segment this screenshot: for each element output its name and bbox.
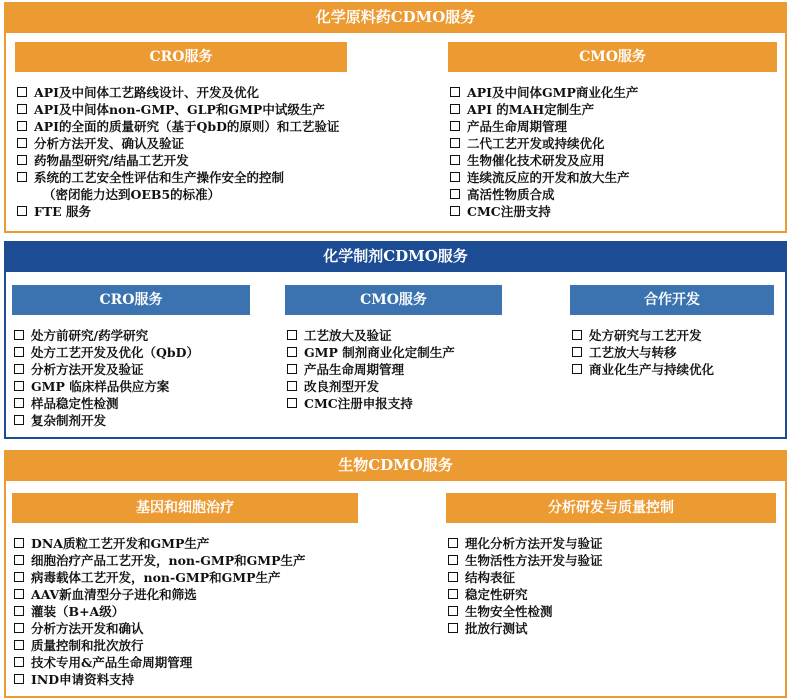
section-bio-cdmo [4, 450, 787, 698]
section-title: 化学制剂CDMO服务 [4, 241, 787, 272]
checkbox-icon [14, 555, 24, 565]
checkbox-icon [287, 398, 297, 408]
list-item: 分析方法开发和确认 [12, 620, 358, 637]
checkbox-icon [450, 172, 460, 182]
column-title: 基因和细胞治疗 [12, 493, 358, 523]
checkbox-icon [17, 121, 27, 131]
list-item: 质量控制和批次放行 [12, 637, 358, 654]
list-item: 改良剂型开发 [285, 378, 502, 395]
list-item: 处方前研究/药学研究 [12, 327, 250, 344]
item-list [12, 535, 358, 688]
column-title: 分析研发与质量控制 [446, 493, 776, 523]
list-item: 二代工艺开发或持续优化 [448, 135, 777, 152]
checkbox-icon [572, 330, 582, 340]
list-item: 处方工艺开发及优化（QbD） [12, 344, 250, 361]
checkbox-icon [572, 364, 582, 374]
list-item: 细胞治疗产品工艺开发，non-GMP和GMP生产 [12, 552, 358, 569]
column-co-development [570, 285, 774, 378]
list-item: 产品生命周期管理 [448, 118, 777, 135]
checkbox-icon [14, 657, 24, 667]
checkbox-icon [17, 206, 27, 216]
list-item: 连续流反应的开发和放大生产 [448, 169, 777, 186]
list-item: 工艺放大与转移 [570, 344, 774, 361]
checkbox-icon [14, 347, 24, 357]
checkbox-icon [17, 155, 27, 165]
checkbox-icon [448, 623, 458, 633]
checkbox-icon [17, 87, 27, 97]
column-title: CRO服务 [15, 42, 347, 72]
checkbox-icon [448, 538, 458, 548]
checkbox-icon [14, 674, 24, 684]
column-cmo [448, 42, 777, 220]
list-item: 病毒载体工艺开发，non-GMP和GMP生产 [12, 569, 358, 586]
checkbox-icon [450, 138, 460, 148]
item-list [448, 84, 777, 220]
list-item: CMC注册申报支持 [285, 395, 502, 412]
column-analytical-qc [446, 493, 776, 637]
column-title: 合作开发 [570, 285, 774, 315]
checkbox-icon [14, 606, 24, 616]
checkbox-icon [450, 104, 460, 114]
section-title: 生物CDMO服务 [4, 450, 787, 481]
checkbox-icon [450, 155, 460, 165]
section-title: 化学原料药CDMO服务 [4, 2, 787, 33]
list-item: 稳定性研究 [446, 586, 776, 603]
list-item: API及中间体non-GMP、GLP和GMP中试级生产 [15, 101, 347, 118]
list-item: 产品生命周期管理 [285, 361, 502, 378]
list-item: 分析方法开发及验证 [12, 361, 250, 378]
checkbox-icon [287, 364, 297, 374]
list-item: 技术专用&产品生命周期管理 [12, 654, 358, 671]
checkbox-icon [450, 189, 460, 199]
list-item: 复杂制剂开发 [12, 412, 250, 429]
checkbox-icon [17, 138, 27, 148]
checkbox-icon [450, 121, 460, 131]
column-title: CMO服务 [285, 285, 502, 315]
column-title: CRO服务 [12, 285, 250, 315]
column-cmo [285, 285, 502, 412]
checkbox-icon [14, 364, 24, 374]
checkbox-icon [287, 381, 297, 391]
item-list [285, 327, 502, 412]
section-api-cdmo [4, 2, 787, 233]
item-list [446, 535, 776, 637]
checkbox-icon [14, 572, 24, 582]
list-item: 生物活性方法开发与验证 [446, 552, 776, 569]
column-cro [12, 285, 250, 429]
list-item: 处方研究与工艺开发 [570, 327, 774, 344]
checkbox-icon [14, 640, 24, 650]
list-item: 分析方法开发、确认及验证 [15, 135, 347, 152]
item-list [12, 327, 250, 429]
list-item: 批放行测试 [446, 620, 776, 637]
list-item: 系统的工艺安全性评估和生产操作安全的控制 [15, 169, 347, 186]
list-item: FTE 服务 [15, 203, 347, 220]
list-item: 结构表征 [446, 569, 776, 586]
list-item: 工艺放大及验证 [285, 327, 502, 344]
list-item: GMP 制剂商业化定制生产 [285, 344, 502, 361]
list-item: API及中间体工艺路线设计、开发及优化 [15, 84, 347, 101]
checkbox-icon [450, 206, 460, 216]
item-list [15, 84, 347, 220]
item-list [570, 327, 774, 378]
checkbox-icon [14, 330, 24, 340]
list-item: 理化分析方法开发与验证 [446, 535, 776, 552]
checkbox-icon [448, 572, 458, 582]
list-item: API 的MAH定制生产 [448, 101, 777, 118]
checkbox-icon [448, 555, 458, 565]
list-item: API及中间体GMP商业化生产 [448, 84, 777, 101]
checkbox-icon [448, 606, 458, 616]
list-item: 药物晶型研究/结晶工艺开发 [15, 152, 347, 169]
list-item: 商业化生产与持续优化 [570, 361, 774, 378]
section-formulation-cdmo [4, 241, 787, 439]
list-item: GMP 临床样品供应方案 [12, 378, 250, 395]
checkbox-icon [450, 87, 460, 97]
list-item: 灌装（B+A级） [12, 603, 358, 620]
checkbox-icon [17, 172, 27, 182]
column-cro [15, 42, 347, 220]
column-gene-cell-therapy [12, 493, 358, 688]
list-item: API的全面的质量研究（基于QbD的原则）和工艺验证 [15, 118, 347, 135]
list-item: 样品稳定性检测 [12, 395, 250, 412]
checkbox-icon [448, 589, 458, 599]
checkbox-icon [14, 538, 24, 548]
checkbox-icon [17, 104, 27, 114]
list-item: IND申请资料支持 [12, 671, 358, 688]
checkbox-icon [14, 415, 24, 425]
checkbox-icon [572, 347, 582, 357]
list-item: CMC注册支持 [448, 203, 777, 220]
checkbox-icon [287, 347, 297, 357]
list-item: 高活性物质合成 [448, 186, 777, 203]
list-item: DNA质粒工艺开发和GMP生产 [12, 535, 358, 552]
list-item: 生物安全性检测 [446, 603, 776, 620]
checkbox-icon [14, 623, 24, 633]
checkbox-icon [14, 589, 24, 599]
column-title: CMO服务 [448, 42, 777, 72]
checkbox-icon [14, 381, 24, 391]
list-item: 生物催化技术研发及应用 [448, 152, 777, 169]
list-item: AAV新血清型分子进化和筛选 [12, 586, 358, 603]
list-item-continuation: （密闭能力达到OEB5的标准） [43, 187, 221, 202]
checkbox-icon [14, 398, 24, 408]
checkbox-icon [287, 330, 297, 340]
